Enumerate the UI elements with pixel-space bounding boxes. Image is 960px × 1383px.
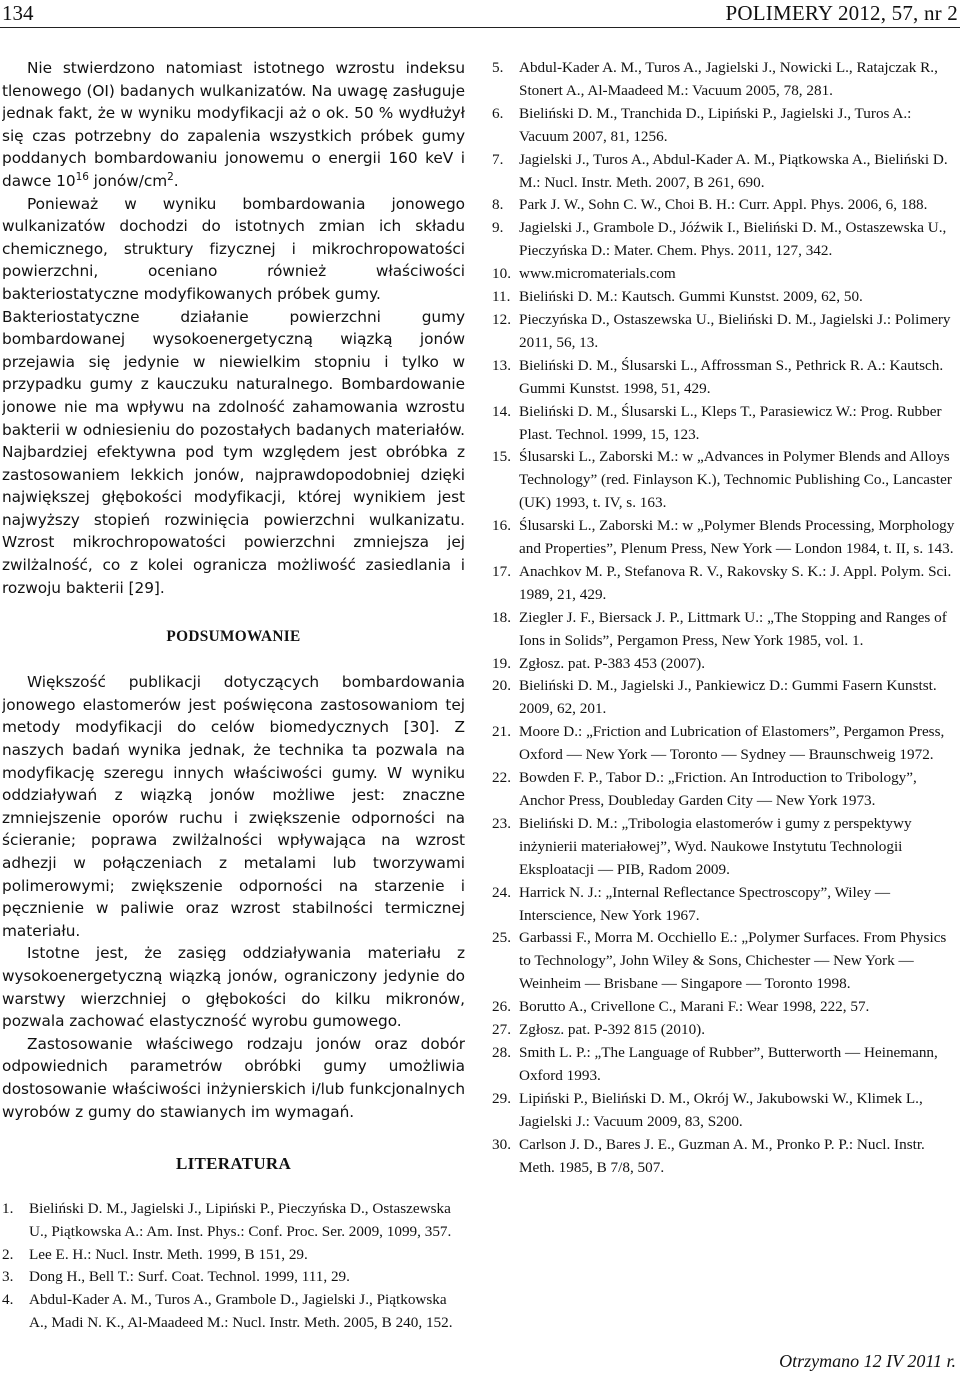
summary-paragraph-range: Istotne jest, że zasięg oddziaływania materiału z wysokoenergetyczną wiązką jonów, ograniczony jedynie do warstwy wierzchniej o głębokości do kilku mikronów, pozwala zachować elastyczność wyrobu gumowego. <box>2 944 465 1031</box>
summary-paragraph-applications: Zastosowanie właściwego rodzaju jonów oraz dobór odpowiednich parametrów obróbki gumy umożliwia dostosowanie właściwości inżynierskich i/lub funkcjonalnych wyrobów z gumy do stawianych im wymagań. <box>2 1034 465 1121</box>
reference-text: Bieliński D. M., Jagielski J., Pankiewicz D.: Gummi Fasern Kunstst. 2009, 62, 201. <box>519 677 937 718</box>
reference-number: 9. <box>492 219 504 237</box>
reference-text: Lee E. H.: Nucl. Instr. Meth. 1999, B 151, 29. <box>29 1245 308 1263</box>
reference-item <box>492 721 960 767</box>
reference-number: 13. <box>492 356 511 374</box>
reference-text: Park J. W., Sohn C. W., Choi B. H.: Curr. Appl. Phys. 2006, 6, 188. <box>519 196 928 214</box>
reference-text: Abdul-Kader A. M., Turos A., Grambole D., Jagielski J., Piątkowska A., Madi N. K., Al-Maadeed M.: Nucl. Instr. Meth. 2005, B 240, 152. <box>29 1290 453 1331</box>
reference-number: 5. <box>492 59 504 76</box>
reference-number: 10. <box>492 265 511 283</box>
reference-number: 25. <box>492 929 511 947</box>
reference-item <box>492 446 960 515</box>
reference-item <box>492 1042 960 1088</box>
reference-number: 3. <box>2 1268 14 1286</box>
reference-number: 12. <box>492 310 511 328</box>
reference-item <box>492 653 960 676</box>
reference-number: 19. <box>492 654 511 672</box>
reference-number: 1. <box>2 1200 14 1218</box>
reference-text: Bieliński D. M.: „Tribologia elastomerów i gumy z perspektywy inżynierii materiałowej”, Wyd. Naukowe Instytutu Technologii Eksploatacji — PIB, Radom 2009. <box>519 814 912 878</box>
dose-exponent: 16 <box>75 170 89 183</box>
reference-number: 8. <box>492 196 504 214</box>
reference-item <box>492 607 960 653</box>
summary-paragraph-main: Większość publikacji dotyczących bombardowania jonowego elastomerów jest poświęcona zastosowaniom tej metody modyfikacji do celów biomedycznych [30]. Z naszych badań wynika jednak, że technika ta pozwala na modyfikację szeregu innych właściwości gumy. W wyniku oddziaływań z wiązką jonów możliwe jest: znaczne zmniejszenie oporów ruchu i zwiększenie odporności na ścieranie; poprawa zwilżalności wpływająca na wzrost adhezji w połączeniach z metalami lub tworzywami polimerowymi; zwiększenie odporności na starzenie i pęcznienie w paliwie oraz wzrost stabilności termicznej materiału. <box>2 673 465 940</box>
reference-number: 18. <box>492 608 511 626</box>
reference-item <box>492 401 960 447</box>
reference-text: Borutto A., Crivellone C., Marani F.: Wear 1998, 222, 57. <box>519 998 870 1016</box>
reference-text: Bieliński D. M., Ślusarski L., Kleps T., Parasiewicz W.: Prog. Rubber Plast. Technol. 1999, 15, 123. <box>519 402 942 443</box>
reference-number: 28. <box>492 1043 511 1061</box>
reference-text: Dong H., Bell T.: Surf. Coat. Technol. 1999, 111, 29. <box>29 1268 350 1286</box>
reference-item <box>492 217 960 263</box>
reference-list-right <box>492 57 960 1179</box>
reference-text: Zgłosz. pat. P-383 453 (2007). <box>519 654 706 672</box>
reference-item <box>2 1289 465 1334</box>
reference-item <box>492 927 960 996</box>
body-paragraph-bacteriostatic-results: Bakteriostatyczne działanie powierzchni gumy bombardowanej wysokoenergetyczną wiązką jonów przejawia się jedynie w niewielkim stopniu i tylko w przypadku gumy z kauczuku naturalnego. Bombardowanie jonowe nie ma wpływu na zdolność zahamowania wzrostu bakterii w odniesieniu do pozostałych badanych materiałów. Najbardziej efektywna pod tym względem jest obróbka z zastosowaniem lekkich jonów, najprawdopodobniej dzięki największej głębokości modyfikacji, której wynikiem jest najwyższy stopień rozwinięcia powierzchni wulkanizatu. Wzrost mikrochropowatości powierzchni zmniejsza jej zwilżalność, co z kolei ogranicza możliwość zasiedlania i rozwoju bakterii [29]. <box>2 307 465 597</box>
running-header <box>0 0 960 28</box>
reference-text: Bieliński D. M., Ślusarski L., Affrossman S., Pethrick R. A.: Kautsch. Gummi Kunstst. 1998, 51, 429. <box>519 356 944 397</box>
reference-item <box>492 194 960 217</box>
reference-item <box>492 882 960 928</box>
reference-number: 16. <box>492 517 511 535</box>
references-heading: LITERATURA <box>175 1154 292 1174</box>
reference-number: 24. <box>492 883 511 901</box>
reference-text: Abdul-Kader A. M., Turos A., Jagielski J., Nowicki L., Ratajczak R., Stonert A., Al-Maadeed M.: Vacuum 2005, 78, 281. <box>519 59 938 99</box>
reference-item <box>492 1019 960 1042</box>
reference-item <box>2 1244 465 1267</box>
reference-item <box>492 309 960 355</box>
reference-list-left <box>2 1198 465 1334</box>
reference-number: 30. <box>492 1135 511 1153</box>
body-paragraph-oxygen-index: Nie stwierdzono natomiast istotnego wzrostu indeksu tlenowego (OI) badanych wulkanizatów. Na uwagę zasługuje jednak fakt, że w wyniku modyfikacji aż o ok. 50 % wydłużył się czas potrzebny do zapalenia wszystkich próbek gumy poddanych bombardowaniu jonowemu o energii 160 keV i dawce $10^{16}$ jonów/$cm^2$. <box>2 59 465 190</box>
reference-number: 2. <box>2 1245 14 1263</box>
reference-text: Moore D.: „Friction and Lubrication of Elastomers”, Pergamon Press, Oxford — New York — Toronto — Sydney — Braunschweig 1972. <box>519 723 945 764</box>
reference-number: 4. <box>2 1290 14 1308</box>
reference-text: Bieliński D. M., Tranchida D., Lipiński P., Jagielski J., Turos A.: Vacuum 2007, 81, 1256. <box>519 104 912 145</box>
summary-heading: PODSUMOWANIE <box>166 628 301 646</box>
reference-number: 15. <box>492 448 511 466</box>
reference-number: 22. <box>492 769 511 787</box>
reference-item <box>492 149 960 195</box>
reference-text: Lipiński P., Bieliński D. M., Okrój W., Jakubowski W., Klimek L., Jagielski J.: Vacuum 2009, 83, S200. <box>519 1089 923 1130</box>
reference-item <box>492 515 960 561</box>
reference-item <box>492 355 960 401</box>
reference-text: Bowden F. P., Tabor D.: „Friction. An Introduction to Tribology”, Anchor Press, Doubleday Garden City — New York 1973. <box>519 769 917 809</box>
reference-text: Ślusarski L., Zaborski M.: w „Polymer Blends Processing, Morphology and Properties”, Plenum Press, New York — London 1984, t. II, s. 143. <box>519 517 955 558</box>
reference-item <box>2 1198 465 1243</box>
reference-text: Carlson J. D., Bares J. E., Guzman A. M., Pronko P. P.: Nucl. Instr. Meth. 1985, B 7/8, 507. <box>519 1135 925 1176</box>
reference-text: Bieliński D. M.: Kautsch. Gummi Kunstst. 2009, 62, 50. <box>519 288 863 306</box>
reference-number: 17. <box>492 562 511 580</box>
reference-number: 21. <box>492 723 511 741</box>
reference-item <box>492 561 960 607</box>
reference-item <box>492 813 960 882</box>
reference-number: 29. <box>492 1089 511 1107</box>
reference-text: Jagielski J., Grambole D., Jóźwik I., Bieliński D. M., Ostaszewska U., Pieczyńska D.: Mater. Chem. Phys. 2011, 127, 342. <box>519 219 947 260</box>
received-date: Otrzymano 12 IV 2011 r. <box>779 1351 956 1371</box>
reference-text: Smith L. P.: „The Language of Rubber”, Butterworth — Heinemann, Oxford 1993. <box>519 1043 938 1084</box>
reference-number: 6. <box>492 104 504 122</box>
reference-text: Ślusarski L., Zaborski M.: w „Advances in Polymer Blends and Alloys Technology” (red. Finlayson K.), Technomic Publishing Co., Lancaster (UK) 1993, t. IV, s. 163. <box>519 448 952 512</box>
right-reference-column <box>492 57 960 1377</box>
reference-number: 20. <box>492 677 511 695</box>
reference-item <box>492 767 960 813</box>
journal-title: POLIMERY 2012, 57, nr 2 <box>725 1 958 25</box>
reference-item <box>492 286 960 309</box>
reference-text: Anachkov M. P., Stefanova R. V., Rakovsky S. K.: J. Appl. Polym. Sci. 1989, 21, 429. <box>519 562 952 603</box>
reference-number: 26. <box>492 998 511 1016</box>
reference-text: Bieliński D. M., Jagielski J., Lipiński P., Pieczyńska D., Ostaszewska U., Piątkowska A.: Am. Inst. Phys.: Conf. Proc. Ser. 2009, 1099, 357. <box>29 1200 452 1240</box>
page-number: 134 <box>2 1 34 25</box>
reference-number: 23. <box>492 814 511 832</box>
body-paragraph-bacteriostatic-study: Ponieważ w wyniku bombardowania jonowego wulkanizatów dochodzi do istotnych zmian ich składu chemicznego, struktury fizycznej i mikrochropowatości powierzchni, oceniano również właściwości bakteriostatyczne modyfikowanych próbek gumy. <box>2 194 465 303</box>
area-exponent: 2 <box>167 170 174 183</box>
reference-text: www.micromaterials.com <box>519 265 676 283</box>
reference-number: 7. <box>492 150 504 168</box>
reference-text: Pieczyńska D., Ostaszewska U., Bieliński D. M., Jagielski J.: Polimery 2011, 56, 13. <box>519 310 951 351</box>
reference-number: 11. <box>492 288 511 306</box>
reference-item <box>492 57 960 103</box>
reference-text: Ziegler J. F., Biersack J. P., Littmark U.: „The Stopping and Ranges of Ions in Solids”, Pergamon Press, New York 1985, vol. 1. <box>519 608 947 649</box>
reference-number: 27. <box>492 1021 511 1039</box>
reference-item <box>492 263 960 286</box>
reference-item <box>492 675 960 721</box>
reference-number: 14. <box>492 402 511 420</box>
reference-text: Jagielski J., Turos A., Abdul-Kader A. M., Piątkowska A., Bieliński D. M.: Nucl. Instr. Meth. 2007, B 261, 690. <box>519 150 948 191</box>
reference-item <box>2 1266 465 1289</box>
reference-text: Harrick N. J.: „Internal Reflectance Spectroscopy”, Wiley — Interscience, New York 1967. <box>519 883 891 924</box>
reference-item <box>492 1134 960 1180</box>
reference-text: Zgłosz. pat. P-392 815 (2010). <box>519 1021 706 1039</box>
reference-text: Garbassi F., Morra M. Occhiello E.: „Polymer Surfaces. From Physics to Technology”, John Wiley & Sons, Chichester — New York — Weinheim — Brisbane — Singapore — Toronto 1998. <box>519 929 947 993</box>
left-text-column <box>2 57 465 1377</box>
reference-item <box>492 103 960 149</box>
reference-item <box>492 1088 960 1134</box>
reference-item <box>492 996 960 1019</box>
